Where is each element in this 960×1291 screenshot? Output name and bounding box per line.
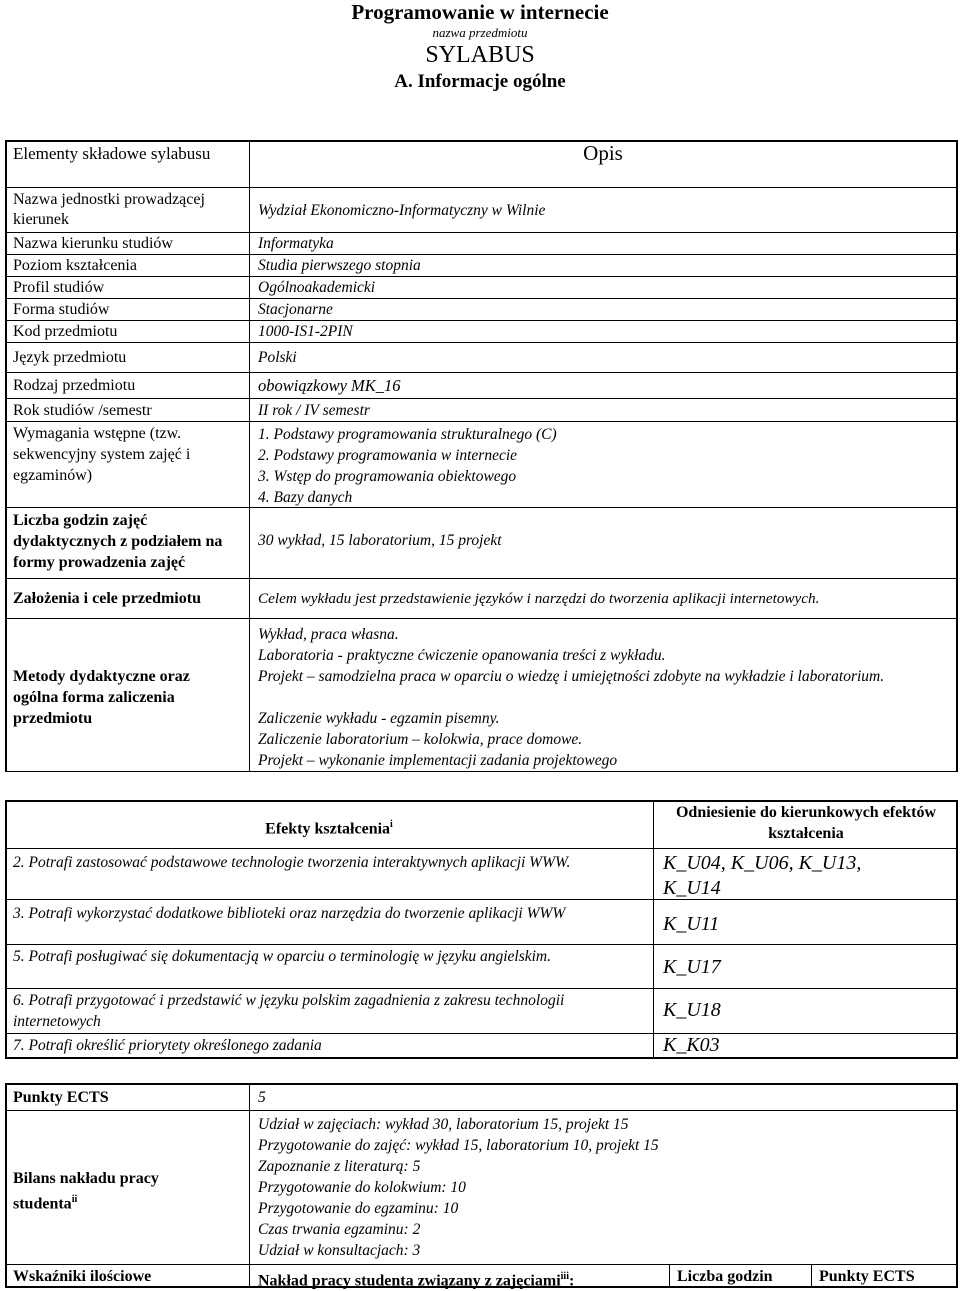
outcome-text: 6. Potrafi przygotować i przedstawić w języku polskim zagadnienia z zakresu technologii internetowych: [13, 992, 565, 1030]
ects-points-label: Punkty ECTS: [13, 1089, 109, 1106]
row-value-language: Polski: [258, 349, 297, 366]
page-subtitle: nazwa przedmiotu: [432, 25, 528, 40]
page-title: Programowanie w internecie: [351, 0, 609, 24]
row-value-form: Stacjonarne: [258, 301, 333, 318]
balance-item: Przygotowanie do zajęć: wykład 15, laboratorium 10, projekt 15: [258, 1137, 659, 1154]
row-label-hours: Liczba godzin zajęć dydaktycznych z podziałem na formy prowadzenia zajęć: [13, 512, 223, 571]
row-label-year: Rok studiów /semestr: [13, 402, 152, 419]
prerequisite-item: 3. Wstęp do programowania obiektowego: [258, 468, 517, 485]
prerequisite-item: 4. Bazy danych: [258, 489, 353, 506]
section-heading: A. Informacje ogólne: [394, 71, 566, 92]
row-label-methods: Metody dydaktyczne oraz ogólna forma zaliczenia przedmiotu: [13, 668, 190, 727]
method-item: Zaliczenie laboratorium – kolokwia, prace domowe.: [258, 731, 583, 748]
outcome-reference: K_U18: [663, 999, 721, 1021]
row-label-code: Kod przedmiotu: [13, 323, 118, 340]
general-col-header-description: Opis: [583, 141, 623, 165]
balance-item: Czas trwania egzaminu: 2: [258, 1221, 421, 1238]
method-item: Laboratoria - praktyczne ćwiczenie opanowania treści z wykładu.: [258, 647, 666, 664]
syllabus-heading: SYLABUS: [425, 42, 535, 68]
outcome-reference: K_U17: [663, 956, 721, 978]
outcomes-col-header-reference: Odniesienie do kierunkowych efektów kształcenia: [675, 804, 936, 842]
method-item: Zaliczenie wykładu - egzamin pisemny.: [258, 710, 500, 727]
row-label-form: Forma studiów: [13, 301, 110, 318]
ects-balance-label: Bilans nakładu pracy studenta$^{ii}$: [13, 1170, 159, 1213]
prerequisite-item: 2. Podstawy programowania w internecie: [258, 447, 518, 464]
row-value-profile: Ogólnoakademicki: [258, 279, 376, 296]
hours-column-header: Liczba godzin: [677, 1268, 773, 1285]
ects-points-value: 5: [258, 1089, 266, 1106]
row-value-type: obowiązkowy MK_16: [258, 376, 401, 395]
balance-item: Przygotowanie do egzaminu: 10: [258, 1200, 459, 1217]
row-label-level: Poziom kształcenia: [13, 257, 137, 274]
row-label-goals: Założenia i cele przedmiotu: [13, 590, 201, 607]
row-value-code: 1000-IS1-2PIN: [258, 323, 353, 340]
outcome-reference: K_U11: [663, 913, 720, 935]
balance-item: Udział w zajęciach: wykład 30, laboratorium 15, projekt 15: [258, 1116, 629, 1133]
general-col-header-elements: Elementy składowe sylabusu: [13, 144, 211, 163]
row-label-language: Język przedmiotu: [13, 349, 127, 366]
outcome-reference: K_U04, K_U06, K_U13, K_U14: [663, 852, 862, 899]
outcomes-col-header-effects: Efekty kształcenia$^i$: [265, 819, 393, 838]
row-value-goals: Celem wykładu jest przedstawienie języków i narzędzi do tworzenia aplikacji internetowych.: [258, 590, 820, 607]
row-value-year: II rok / IV semestr: [258, 402, 370, 419]
row-label-field: Nazwa kierunku studiów: [13, 235, 173, 252]
row-value-level: Studia pierwszego stopnia: [258, 257, 421, 274]
outcome-text: 5. Potrafi posługiwać się dokumentacją w oparciu o terminologię w języku angielskim.: [13, 948, 551, 965]
method-item: Wykład, praca własna.: [258, 626, 399, 643]
balance-item: Zapoznanie z literaturą: 5: [258, 1158, 421, 1175]
method-item: Projekt – samodzielna praca w oparciu o wiedzę i umiejętności zdobyte na wykładzie i laboratorium.: [258, 668, 885, 685]
outcome-reference: K_K03: [663, 1034, 720, 1056]
row-label-unit: Nazwa jednostki prowadzącej kierunek: [13, 191, 205, 228]
row-value-hours: 30 wykład, 15 laboratorium, 15 projekt: [258, 532, 502, 549]
balance-item: Przygotowanie do kolokwium: 10: [258, 1179, 466, 1196]
row-label-prerequisites: Wymagania wstępne (tzw. sekwencyjny system zajęć i egzaminów): [13, 425, 191, 484]
row-value-field: Informatyka: [258, 235, 334, 252]
prerequisite-item: 1. Podstawy programowania strukturalnego (C): [258, 426, 557, 443]
method-item: Projekt – wykonanie implementacji zadania projektowego: [258, 752, 618, 769]
row-label-profile: Profil studiów: [13, 279, 105, 296]
row-value-unit: Wydział Ekonomiczno-Informatyczny w Wilnie: [258, 202, 546, 219]
balance-item: Udział w konsultacjach: 3: [258, 1242, 421, 1259]
ects-column-header: Punkty ECTS: [819, 1268, 915, 1285]
workload-label: Nakład pracy studenta związany z zajęciami$^{iii}$:: [258, 1271, 575, 1290]
row-label-type: Rodzaj przedmiotu: [13, 377, 136, 394]
outcome-text: 7. Potrafi określić priorytety określonego zadania: [13, 1037, 322, 1054]
outcome-text: 3. Potrafi wykorzystać dodatkowe biblioteki oraz narzędzia do tworzenie aplikacji WWW: [13, 905, 566, 922]
indicators-label: Wskaźniki ilościowe: [13, 1268, 152, 1285]
outcome-text: 2. Potrafi zastosować podstawowe technologie tworzenia interaktywnych aplikacji WWW.: [13, 854, 571, 871]
